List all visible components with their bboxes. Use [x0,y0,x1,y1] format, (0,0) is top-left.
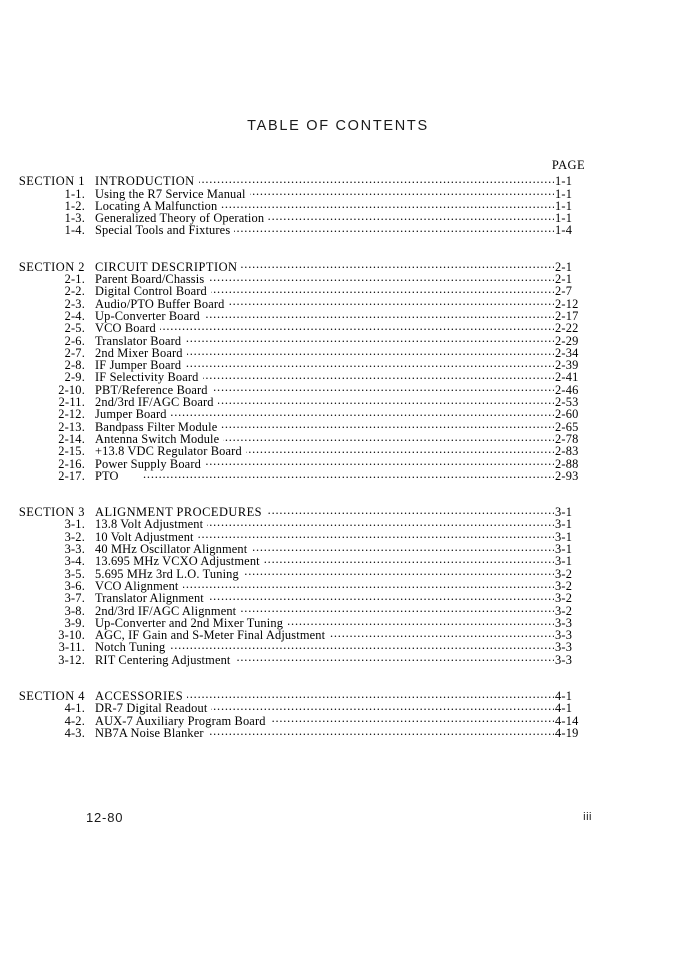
toc-section-title: INTRODUCTION [95,174,195,189]
toc-entry-number: 4-3. [64,725,85,740]
toc-entry-page: 1-1 [555,186,573,201]
toc-section-page: 4-1 [555,688,573,703]
toc-entry-title: 2nd/3rd IF/AGC Alignment [95,603,237,618]
toc-entry-number: 2-11. [58,395,85,410]
toc-section-row [0,173,676,189]
toc-section-number: SECTION 4 [18,688,85,703]
toc-entry-page: 2-29 [555,333,579,348]
toc-entry-number: 2-5. [64,321,85,336]
toc-entry-title: DR-7 Digital Readout [95,701,208,716]
toc-entry-row [17,455,676,471]
toc-entry-row [17,332,676,348]
toc-entry-number: 2-14. [58,431,85,446]
footer-page-number: iii [583,811,592,823]
toc-entry-page: 2-83 [555,444,579,459]
toc-entry-row [17,222,676,238]
toc-section-page: 2-1 [555,259,573,274]
toc-entry-page: 1-4 [555,223,573,238]
toc-entry-page: 2-93 [555,468,579,483]
toc-entry-number: 2-16. [58,456,85,471]
toc-entry-number: 3-6. [64,578,85,593]
toc-entry-page: 3-1 [555,529,573,544]
toc-entry-row [17,369,676,385]
toc-section-row [0,504,676,520]
dot-leader [240,602,554,614]
toc-entry-page: 3-2 [555,591,573,606]
toc-section-group [0,504,676,667]
toc-entry-title: PTO [95,468,119,483]
toc-entry-title: Antenna Switch Module [95,431,220,446]
dot-leader [208,271,554,283]
toc-entry-number: 2-2. [64,284,85,299]
toc-entry-title: Up-Converter and 2nd Mixer Tuning [95,615,284,630]
toc-entry-page: 2-78 [555,431,579,446]
toc-entry-row [17,725,676,740]
toc-entry-title: AUX-7 Auxiliary Program Board [95,713,266,728]
toc-entry-page: 2-41 [555,370,579,385]
toc-entry-page: 3-1 [555,554,573,569]
toc-entry-page: 2-53 [555,395,579,410]
toc-entry-row [17,590,676,606]
toc-entry-page: 3-1 [555,517,573,532]
toc-entry-row [17,528,676,544]
toc-entry-number: 2-17. [58,468,85,483]
toc-entry-row [17,418,676,434]
toc-entry-page: 3-1 [555,542,573,557]
dot-leader [169,639,554,651]
dot-leader [187,688,554,700]
dot-leader [212,381,554,393]
dot-leader [160,320,554,332]
toc-entry-page: 2-17 [555,308,579,323]
toc-entry-row [17,271,676,287]
dot-leader [198,528,554,540]
toc-entry-page: 1-1 [555,198,573,213]
toc-entry-row [17,565,676,581]
toc-entry-number: 2-10. [58,382,85,397]
dot-leader [211,700,554,712]
toc-entry-title: Locating A Malfunction [95,198,218,213]
dot-leader [218,394,554,406]
toc-entry-title: Translator Board [95,333,182,348]
toc-entry-number: 3-2. [64,529,85,544]
dot-leader [223,431,554,443]
toc-entry-title: Special Tools and Fixtures [95,223,231,238]
toc-section-number: SECTION 3 [18,505,85,520]
toc-entry-number: 2-7. [64,345,85,360]
toc-entry-number: 2-13. [58,419,85,434]
toc-entry-page: 4-14 [555,713,579,728]
toc-entry-title: Jumper Board [95,407,167,422]
toc-entry-title: Translator Alignment [95,591,204,606]
toc-section-title: ACCESSORIES [95,688,184,703]
toc-entry-title: 13.695 MHz VCXO Adjustment [95,554,260,569]
toc-section-title: CIRCUIT DESCRIPTION [95,259,238,274]
dot-leader [183,578,554,590]
toc-section-number: SECTION 2 [18,259,85,274]
toc-entry-number: 3-10. [58,628,85,643]
dot-leader [187,345,554,357]
toc-entry-page: 2-65 [555,419,579,434]
toc-entry-row [17,639,676,655]
toc-entry-title: IF Selectivity Board [95,370,199,385]
toc-entry-row [17,381,676,397]
toc-entry-row [17,320,676,336]
toc-entry-title: 2nd/3rd IF/AGC Board [95,395,214,410]
dot-leader [234,222,554,234]
toc-entry-page: 4-19 [555,725,579,740]
dot-leader [287,615,554,627]
toc-entry-page: 3-3 [555,640,573,655]
dot-leader [185,357,554,369]
toc-entry-number: 2-15. [58,444,85,459]
toc-entry-page: 2-39 [555,358,579,373]
page-column-header: PAGE [551,158,585,172]
toc-entry-page: 4-1 [555,701,573,716]
toc-section-group [0,258,676,483]
toc-entry-page: 2-7 [555,284,573,299]
toc-entry-number: 4-1. [64,701,85,716]
toc-entry-number: 1-3. [64,211,85,226]
toc-section-number: SECTION 1 [18,174,85,189]
toc-entry-title: Using the R7 Service Manual [95,186,246,201]
dot-leader [250,185,554,197]
toc-entry-title: Digital Control Board [95,284,207,299]
toc-entry-row [17,712,676,728]
toc-entry-row [17,185,676,201]
toc-entry-title: Up-Converter Board [95,308,200,323]
dot-leader [329,627,554,639]
toc-section-row [0,688,676,703]
toc-section-group [0,173,676,238]
dot-leader [185,332,554,344]
toc-entry-row [17,394,676,410]
toc-entry-row [17,651,676,667]
toc-entry-title: 10 Volt Adjustment [95,529,194,544]
toc-entry-page: 2-12 [555,296,579,311]
toc-entry-row [17,516,676,532]
page-title: TABLE OF CONTENTS [247,118,429,134]
toc-entry-number: 2-8. [64,358,85,373]
dot-leader [208,590,554,602]
toc-entry-page: 2-46 [555,382,579,397]
toc-entry-number: 3-7. [64,591,85,606]
toc-entry-title: +13.8 VDC Regulator Board [95,444,242,459]
toc-entry-row [17,553,676,569]
dot-leader [203,369,555,381]
toc-entry-number: 3-12. [58,652,85,667]
toc-entry-row [17,431,676,446]
dot-leader [243,565,554,577]
dot-leader [221,198,554,210]
table-of-contents [0,173,676,740]
toc-entry-title: Notch Tuning [95,640,166,655]
toc-entry-number: 4-2. [64,713,85,728]
toc-entry-row [17,308,676,323]
toc-entry-number: 2-1. [64,272,85,287]
toc-entry-row [17,468,676,483]
toc-entry-row [17,700,676,716]
toc-entry-row [17,578,676,593]
dot-leader [123,468,554,480]
toc-entry-page: 1-1 [555,211,573,226]
toc-entry-row [17,198,676,213]
toc-entry-number: 3-4. [64,554,85,569]
toc-entry-title: 40 MHz Oscillator Alignment [95,542,248,557]
footer-date-code: 12-80 [86,810,124,825]
toc-section-group [0,688,676,740]
dot-leader [205,455,554,467]
toc-entry-title: Bandpass Filter Module [95,419,218,434]
toc-entry-page: 2-60 [555,407,579,422]
toc-entry-row [17,627,676,643]
toc-entry-page: 2-22 [555,321,579,336]
toc-entry-title: AGC, IF Gain and S-Meter Final Adjustment [95,628,326,643]
toc-entry-number: 3-3. [64,542,85,557]
toc-entry-title: VCO Alignment [95,578,179,593]
toc-entry-page: 3-2 [555,566,573,581]
toc-entry-title: Parent Board/Chassis [95,272,205,287]
toc-entry-page: 3-3 [555,628,573,643]
toc-entry-row [17,295,676,311]
toc-entry-page: 2-88 [555,456,579,471]
toc-entry-title: 13.8 Volt Adjustment [95,517,204,532]
toc-entry-page: 3-2 [555,578,573,593]
dot-leader [199,173,554,185]
toc-entry-title: Generalized Theory of Operation [95,211,265,226]
toc-entry-page: 3-3 [555,615,573,630]
dot-leader [266,504,554,516]
toc-entry-number: 1-1. [64,186,85,201]
toc-entry-number: 3-9. [64,615,85,630]
dot-leader [241,258,554,270]
toc-section-page: 1-1 [555,174,573,189]
toc-entry-title: RIT Centering Adjustment [95,652,231,667]
toc-entry-title: IF Jumper Board [95,358,182,373]
toc-section-title: ALIGNMENT PROCEDURES [95,505,263,520]
dot-leader [211,283,554,295]
dot-leader [270,712,554,724]
toc-entry-number: 3-5. [64,566,85,581]
dot-leader [204,308,554,320]
toc-entry-row [17,283,676,299]
toc-entry-title: Audio/PTO Buffer Board [95,296,225,311]
toc-entry-row [17,210,676,226]
dot-leader [208,725,554,737]
toc-entry-row [17,443,676,459]
toc-entry-number: 2-9. [64,370,85,385]
toc-entry-title: Power Supply Board [95,456,201,471]
toc-entry-row [17,406,676,422]
toc-entry-page: 3-2 [555,603,573,618]
toc-entry-row [17,602,676,618]
toc-entry-number: 3-1. [64,517,85,532]
toc-entry-page: 2-1 [555,272,573,287]
toc-entry-page: 3-3 [555,652,573,667]
toc-entry-row [17,541,676,557]
toc-entry-row [17,357,676,373]
dot-leader [246,443,554,455]
dot-leader [229,295,555,307]
toc-entry-number: 2-12. [58,407,85,422]
toc-entry-number: 2-6. [64,333,85,348]
dot-leader [221,418,554,430]
toc-entry-page: 2-34 [555,345,579,360]
toc-entry-number: 3-8. [64,603,85,618]
toc-entry-number: 3-11. [58,640,85,655]
toc-entry-number: 1-2. [64,198,85,213]
toc-entry-title: NB7A Noise Blanker [95,725,204,740]
toc-entry-title: VCO Board [95,321,156,336]
dot-leader [264,553,554,565]
toc-section-row [0,258,676,274]
toc-entry-title: PBT/Reference Board [95,382,208,397]
dot-leader [207,516,554,528]
dot-leader [235,651,554,663]
toc-entry-number: 2-3. [64,296,85,311]
toc-entry-number: 1-4. [64,223,85,238]
dot-leader [251,541,554,553]
toc-section-page: 3-1 [555,505,573,520]
dot-leader [268,210,554,222]
toc-entry-row [17,615,676,630]
toc-entry-number: 2-4. [64,308,85,323]
toc-entry-row [17,345,676,360]
dot-leader [171,406,554,418]
toc-entry-title: 5.695 MHz 3rd L.O. Tuning [95,566,239,581]
toc-entry-title: 2nd Mixer Board [95,345,183,360]
